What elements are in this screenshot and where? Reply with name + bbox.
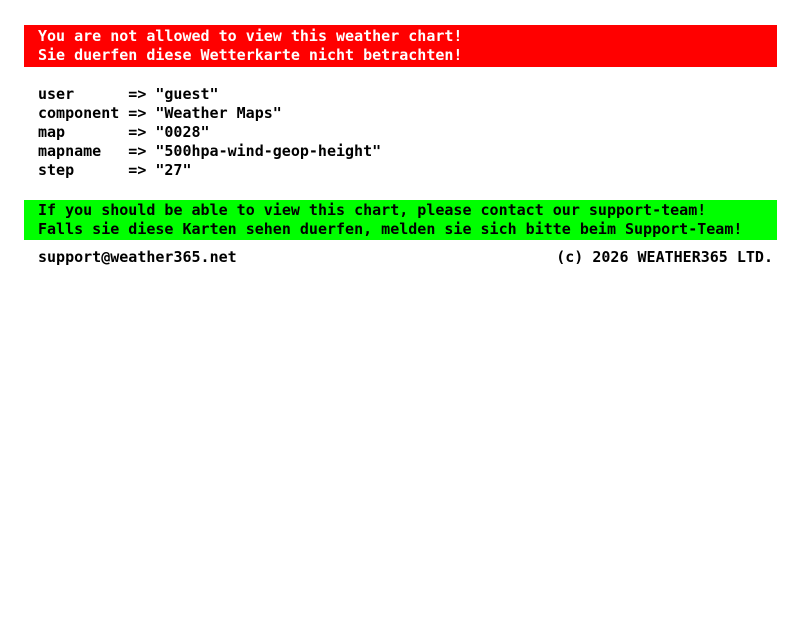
param-key: map [38,123,66,141]
param-row-step [38,161,777,180]
param-key: step [38,161,75,179]
error-page [24,25,777,267]
param-key: mapname [38,142,102,160]
access-denied-banner [24,25,777,67]
support-line-de: Falls sie diese Karten sehen duerfen, melden sie sich bitte beim Support-Team! [38,220,743,238]
support-email: support@weather365.net [38,248,237,266]
param-arrow: => [128,104,147,122]
param-value: "0028" [155,123,210,141]
param-arrow: => [128,123,147,141]
access-denied-line-de: Sie duerfen diese Wetterkarte nicht betrachten! [38,46,463,64]
param-row-map [38,123,777,142]
param-key: user [38,85,75,103]
support-banner [24,200,777,240]
param-row-user [38,85,777,104]
param-value: "guest" [155,85,219,103]
param-row-component [38,104,777,123]
param-value: "27" [155,161,192,179]
param-arrow: => [128,142,147,160]
request-params [38,85,777,180]
copyright-notice: (c) 2026 WEATHER365 LTD. [556,248,773,266]
param-value: "Weather Maps" [155,104,282,122]
footer [24,248,777,267]
param-key: component [38,104,120,122]
param-row-mapname [38,142,777,161]
support-line-en: If you should be able to view this chart, please contact our support-team! [38,201,707,219]
param-value: "500hpa-wind-geop-height" [155,142,382,160]
param-arrow: => [128,85,147,103]
access-denied-line-en: You are not allowed to view this weather chart! [38,27,463,45]
param-arrow: => [128,161,147,179]
